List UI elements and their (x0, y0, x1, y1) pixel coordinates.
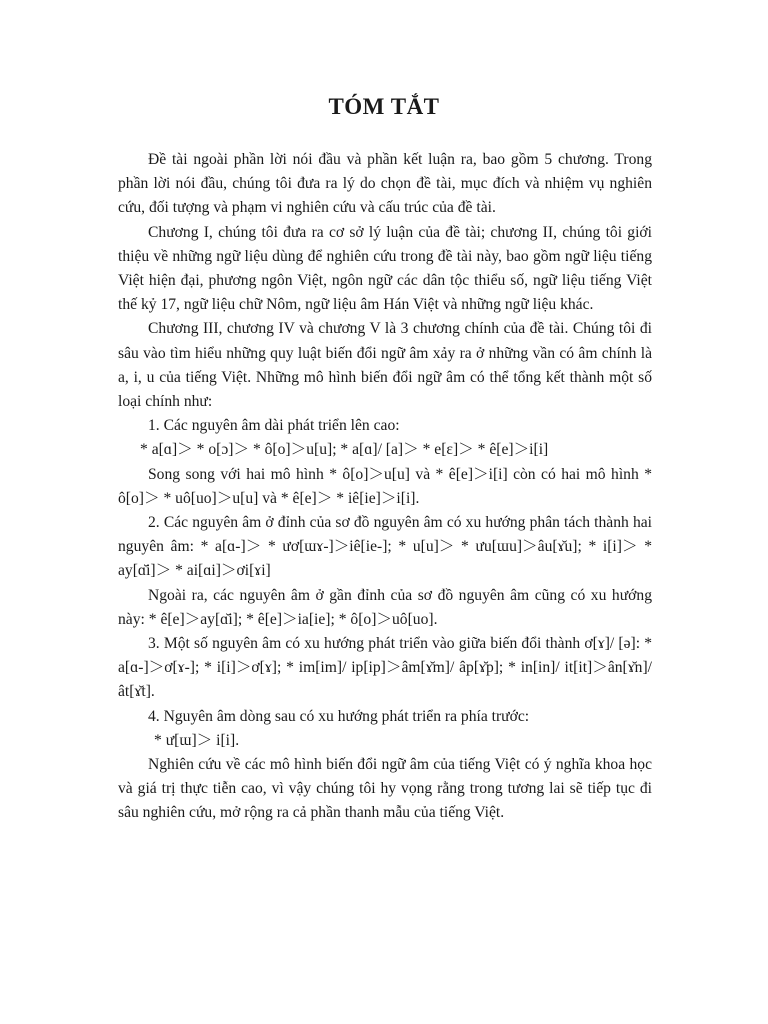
list-item-2: 2. Các nguyên âm ở đỉnh của sơ đồ nguyên âm có xu hướng phân tách thành hai nguyên âm: * a[ɑ-]＞ * ươ[ɯɤ-]＞iê[ie-]; * u[u]＞ * ưu[ɯu]＞âu[ɤ̆u]; * i[i]＞ * ay[ɑ̆i]＞ * ai[ɑi]＞ơi[ɤi] (118, 514, 652, 580)
list-item-3: 3. Một số nguyên âm có xu hướng phát triển vào giữa biến đổi thành ơ[ɤ]/ [ə]: * a[ɑ-]＞ơ[ɤ-]; * i[i]＞ơ[ɤ]; * im[im]/ ip[ip]＞âm[ɤ̆m]/ âp[ɤ̆p]; * in[in]/ it[it]＞ân[ɤ̆n]/ ât[ɤ̆t]. (118, 635, 652, 701)
list-item-4-heading: 4. Nguyên âm dòng sau có xu hướng phát triển ra phía trước: (148, 707, 530, 725)
paragraph-chapters-1-2: Chương I, chúng tôi đưa ra cơ sở lý luận của đề tài; chương II, chúng tôi giới thiệu về những ngữ liệu dùng để nghiên cứu trong đề tài này, bao gồm ngữ liệu tiếng Việt hiện đại, phương ngôn Việt, ngôn ngữ các dân tộc thiểu số, ngữ liệu tiếng Việt thế kỷ 17, ngữ liệu chữ Nôm, ngữ liệu âm Hán Việt và những ngữ liệu khác. (118, 223, 652, 314)
paragraph-additional: Ngoài ra, các nguyên âm ở gần đỉnh của sơ đồ nguyên âm cũng có xu hướng này: * ê[e]＞ay[ɑ̆i]; * ê[e]＞ia[ie]; * ô[o]＞uô[uo]. (118, 586, 652, 628)
paragraph-chapters-3-5: Chương III, chương IV và chương V là 3 chương chính của đề tài. Chúng tôi đi sâu vào tìm hiểu những quy luật biến đổi ngữ âm xảy ra ở những vần có âm chính là a, i, u của tiếng Việt. Những mô hình biến đổi ngữ âm có thể tổng kết thành một số loại chính như: (118, 320, 652, 411)
paragraph-conclusion: Nghiên cứu về các mô hình biến đổi ngữ âm của tiếng Việt có ý nghĩa khoa học và giá trị thực tiễn cao, vì vậy chúng tôi hy vọng rằng trong tương lai sẽ tiếp tục đi sâu nghiên cứu, mở rộng ra cả phần thanh mẫu của tiếng Việt. (118, 756, 652, 822)
page-title: TÓM TẮT (328, 94, 440, 119)
formula-4: * ư[ɯ]＞ i[i]. (154, 731, 240, 749)
document-body (118, 148, 652, 826)
formula-1: * a[ɑ]＞ * o[ɔ]＞ * ô[o]＞u[u]; * a[ɑ]/ [a]＞ * e[ɛ]＞ * ê[e]＞i[i] (140, 441, 549, 459)
paragraph-parallel-models: Song song với hai mô hình * ô[o]＞u[u] và * ê[e]＞i[i] còn có hai mô hình * ô[o]＞ * uô[uo]＞u[u] và * ê[e]＞ * iê[ie]＞i[i]. (118, 465, 652, 507)
list-item-1-heading: 1. Các nguyên âm dài phát triển lên cao: (148, 417, 400, 435)
paragraph-intro: Đề tài ngoài phần lời nói đầu và phần kết luận ra, bao gồm 5 chương. Trong phần lời nói đầu, chúng tôi đưa ra lý do chọn đề tài, mục đích và nhiệm vụ nghiên cứu, đối tượng và phạm vi nghiên cứu và cấu trúc của đề tài. (118, 151, 652, 217)
